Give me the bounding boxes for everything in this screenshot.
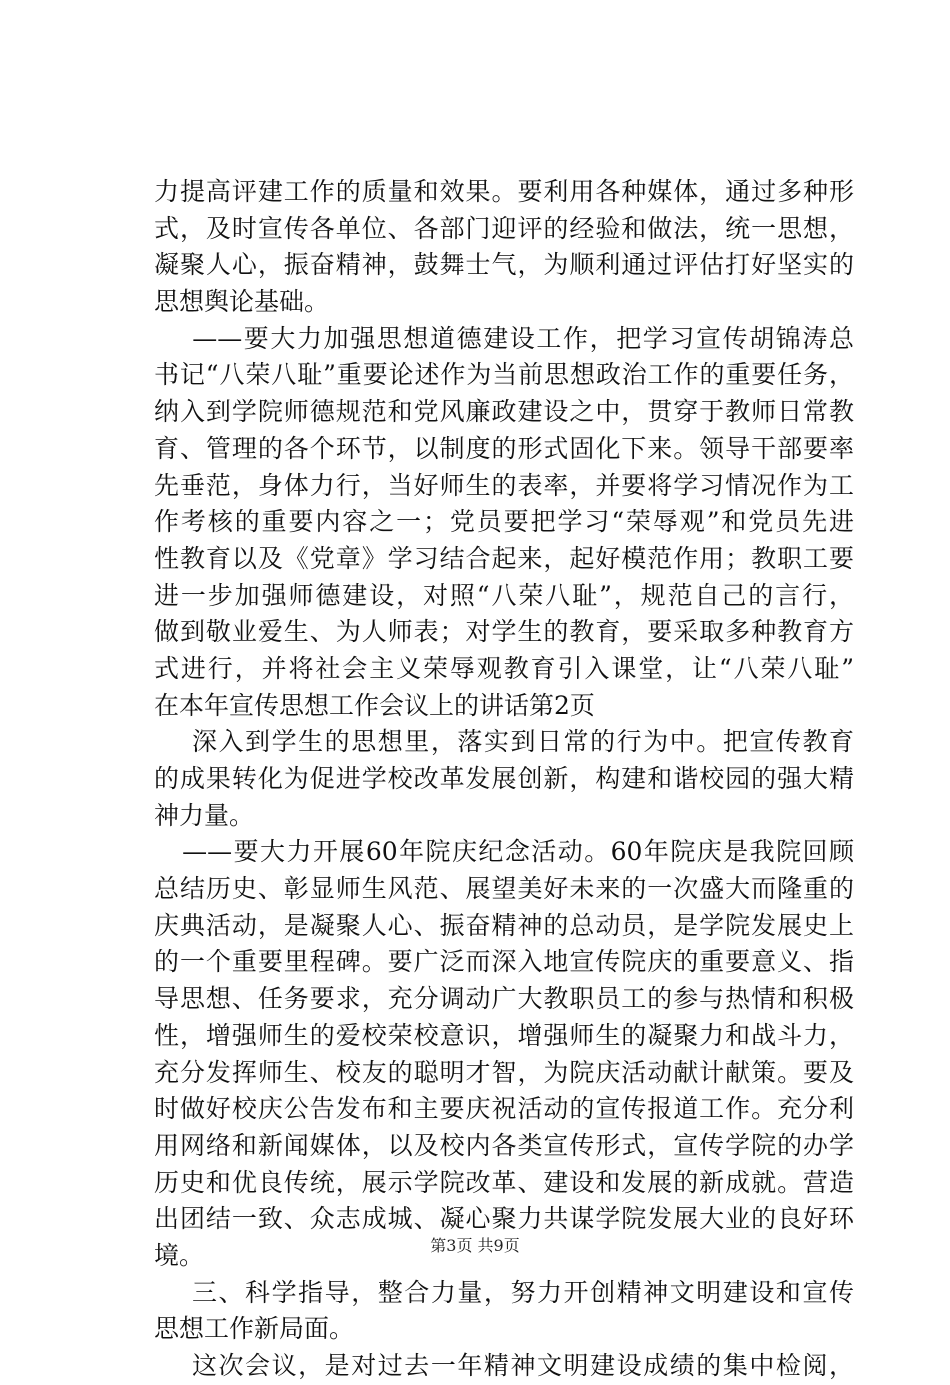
text-line-5: ——要大力加强思想道德建设工作，把学习宣传胡锦涛总 xyxy=(154,323,854,353)
text-line-26: 时做好校庆公告发布和主要庆祝活动的宣传报道工作。充分利 xyxy=(154,1094,854,1124)
text-line-22: 的一个重要里程碑。要广泛而深入地宣传院庆的重要意义、指 xyxy=(154,947,854,977)
text-line-32: 思想工作新局面。 xyxy=(154,1314,355,1344)
text-line-9: 先垂范，身体力行，当好师生的表率，并要将学习情况作为工 xyxy=(154,470,854,500)
page-number-footer: 第3页 共9页 xyxy=(430,1236,520,1255)
text-line-29: 出团结一致、众志成城、凝心聚力共谋学院发展大业的良好环 xyxy=(154,1204,854,1234)
text-line-27: 用网络和新闻媒体，以及校内各类宣传形式，宣传学院的办学 xyxy=(154,1130,854,1160)
text-line-16: 深入到学生的思想里，落实到日常的行为中。把宣传教育 xyxy=(154,727,854,757)
text-line-11: 性教育以及《党章》学习结合起来，起好模范作用；教职工要 xyxy=(154,543,854,573)
text-line-33: 这次会议，是对过去一年精神文明建设成绩的集中检阅， xyxy=(154,1351,854,1380)
text-line-14: 式进行，并将社会主义荣辱观教育引入课堂，让“八荣八耻” xyxy=(154,653,854,683)
text-line-12: 进一步加强师德建设，对照“八荣八耻”，规范自己的言行， xyxy=(154,580,854,610)
text-line-25: 充分发挥师生、校友的聪明才智，为院庆活动献计献策。要及 xyxy=(154,1057,854,1087)
text-line-31: 三、科学指导，整合力量，努力开创精神文明建设和宣传 xyxy=(154,1277,854,1307)
text-line-21: 庆典活动，是凝聚人心、振奋精神的总动员，是学院发展史上 xyxy=(154,910,854,940)
text-line-23: 导思想、任务要求，充分调动广大教职员工的参与热情和积极 xyxy=(154,984,854,1014)
text-line-10: 作考核的重要内容之一；党员要把学习“荣辱观”和党员先进 xyxy=(154,507,854,537)
text-line-4: 思想舆论基础。 xyxy=(154,287,330,317)
document-body xyxy=(154,174,854,1385)
text-line-13: 做到敬业爱生、为人师表；对学生的教育，要采取多种教育方 xyxy=(154,617,854,647)
text-line-6: 书记“八荣八耻”重要论述作为当前思想政治工作的重要任务， xyxy=(154,360,854,390)
text-line-7: 纳入到学院师德规范和党风廉政建设之中，贯穿于教师日常教 xyxy=(154,397,854,427)
text-line-20: 总结历史、彰显师生风范、展望美好未来的一次盛大而隆重的 xyxy=(154,874,854,904)
text-line-19: ——要大力开展60年院庆纪念活动。60年院庆是我院回顾 xyxy=(154,837,854,867)
text-line-17: 的成果转化为促进学校改革发展创新，构建和谐校园的强大精 xyxy=(154,764,854,793)
text-line-1: 力提高评建工作的质量和效果。要利用各种媒体，通过多种形 xyxy=(154,177,854,206)
text-line-2: 式，及时宣传各单位、各部门迎评的经验和做法，统一思想， xyxy=(154,213,854,243)
text-line-3: 凝聚人心，振奋精神，鼓舞士气，为顺利通过评估打好坚实的 xyxy=(154,250,854,280)
text-line-30: 境。 xyxy=(154,1240,205,1270)
text-line-15: 在本年宣传思想工作会议上的讲话第2页 xyxy=(154,690,595,720)
text-line-24: 性，增强师生的爱校荣校意识，增强师生的凝聚力和战斗力， xyxy=(154,1020,854,1050)
text-line-18: 神力量。 xyxy=(154,800,255,830)
text-line-8: 育、管理的各个环节，以制度的形式固化下来。领导干部要率 xyxy=(154,433,854,463)
text-line-28: 历史和优良传统，展示学院改革、建设和发展的新成就。营造 xyxy=(154,1167,854,1197)
